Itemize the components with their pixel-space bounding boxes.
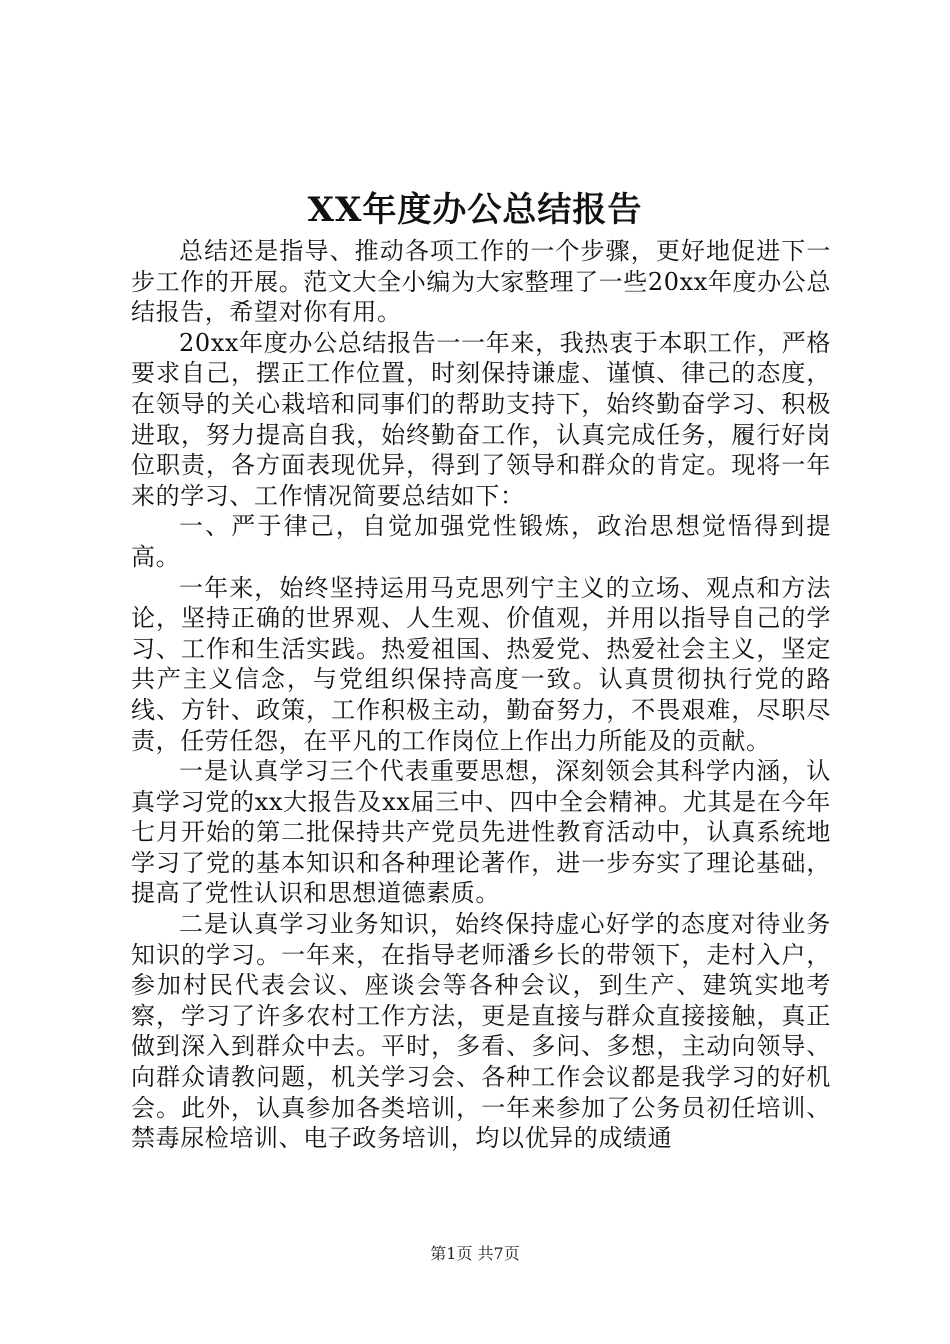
- document-body: [131, 236, 831, 1154]
- document-title: XX年度办公总结报告: [307, 190, 643, 230]
- paragraph-point-one: 一是认真学习三个代表重要思想，深刻领会其科学内涵，认真学习党的xx大报告及xx届三中、四中全会精神。尤其是在今年七月开始的第二批保持共产党员先进性教育活动中，认真系统地学习了党的基本知识和各种理论著作，进一步夯实了理论基础，提高了党性认识和思想道德素质。: [131, 757, 831, 908]
- paragraph-report-opening: 20xx年度办公总结报告一一年来，我热衷于本职工作，严格要求自己，摆正工作位置，时刻保持谦虚、谨慎、律己的态度，在领导的关心栽培和同事们的帮助支持下，始终勤奋学习、积极进取，努力提高自我，始终勤奋工作，认真完成任务，履行好岗位职责，各方面表现优异，得到了领导和群众的肯定。现将一年来的学习、工作情况简要总结如下：: [131, 328, 831, 510]
- paragraph-intro: 总结还是指导、推动各项工作的一个步骤，更好地促进下一步工作的开展。范文大全小编为大家整理了一些20xx年度办公总结报告，希望对你有用。: [131, 237, 831, 327]
- paragraph-political-thought: 一年来，始终坚持运用马克思列宁主义的立场、观点和方法论，坚持正确的世界观、人生观、价值观，并用以指导自己的学习、工作和生活实践。热爱祖国、热爱党、热爱社会主义，坚定共产主义信念，与党组织保持高度一致。认真贯彻执行党的路线、方针、政策，工作积极主动，勤奋努力，不畏艰难，尽职尽责，任劳任怨，在平凡的工作岗位上作出力所能及的贡献。: [131, 573, 831, 755]
- page-footer: 第1页 共7页: [430, 1244, 520, 1263]
- section-heading-one: 一、严于律己，自觉加强党性锻炼，政治思想觉悟得到提高。: [131, 512, 831, 571]
- paragraph-point-two: 二是认真学习业务知识，始终保持虚心好学的态度对待业务知识的学习。一年来，在指导老师潘乡长的带领下，走村入户，参加村民代表会议、座谈会等各种会议，到生产、建筑实地考察，学习了许多农村工作方法，更是直接与群众直接接触，真正做到深入到群众中去。平时，多看、多问、多想，主动向领导、向群众请教问题，机关学习会、各种工作会议都是我学习的好机会。此外，认真参加各类培训，一年来参加了公务员初任培训、禁毒尿检培训、电子政务培训，均以优异的成绩通: [131, 910, 831, 1153]
